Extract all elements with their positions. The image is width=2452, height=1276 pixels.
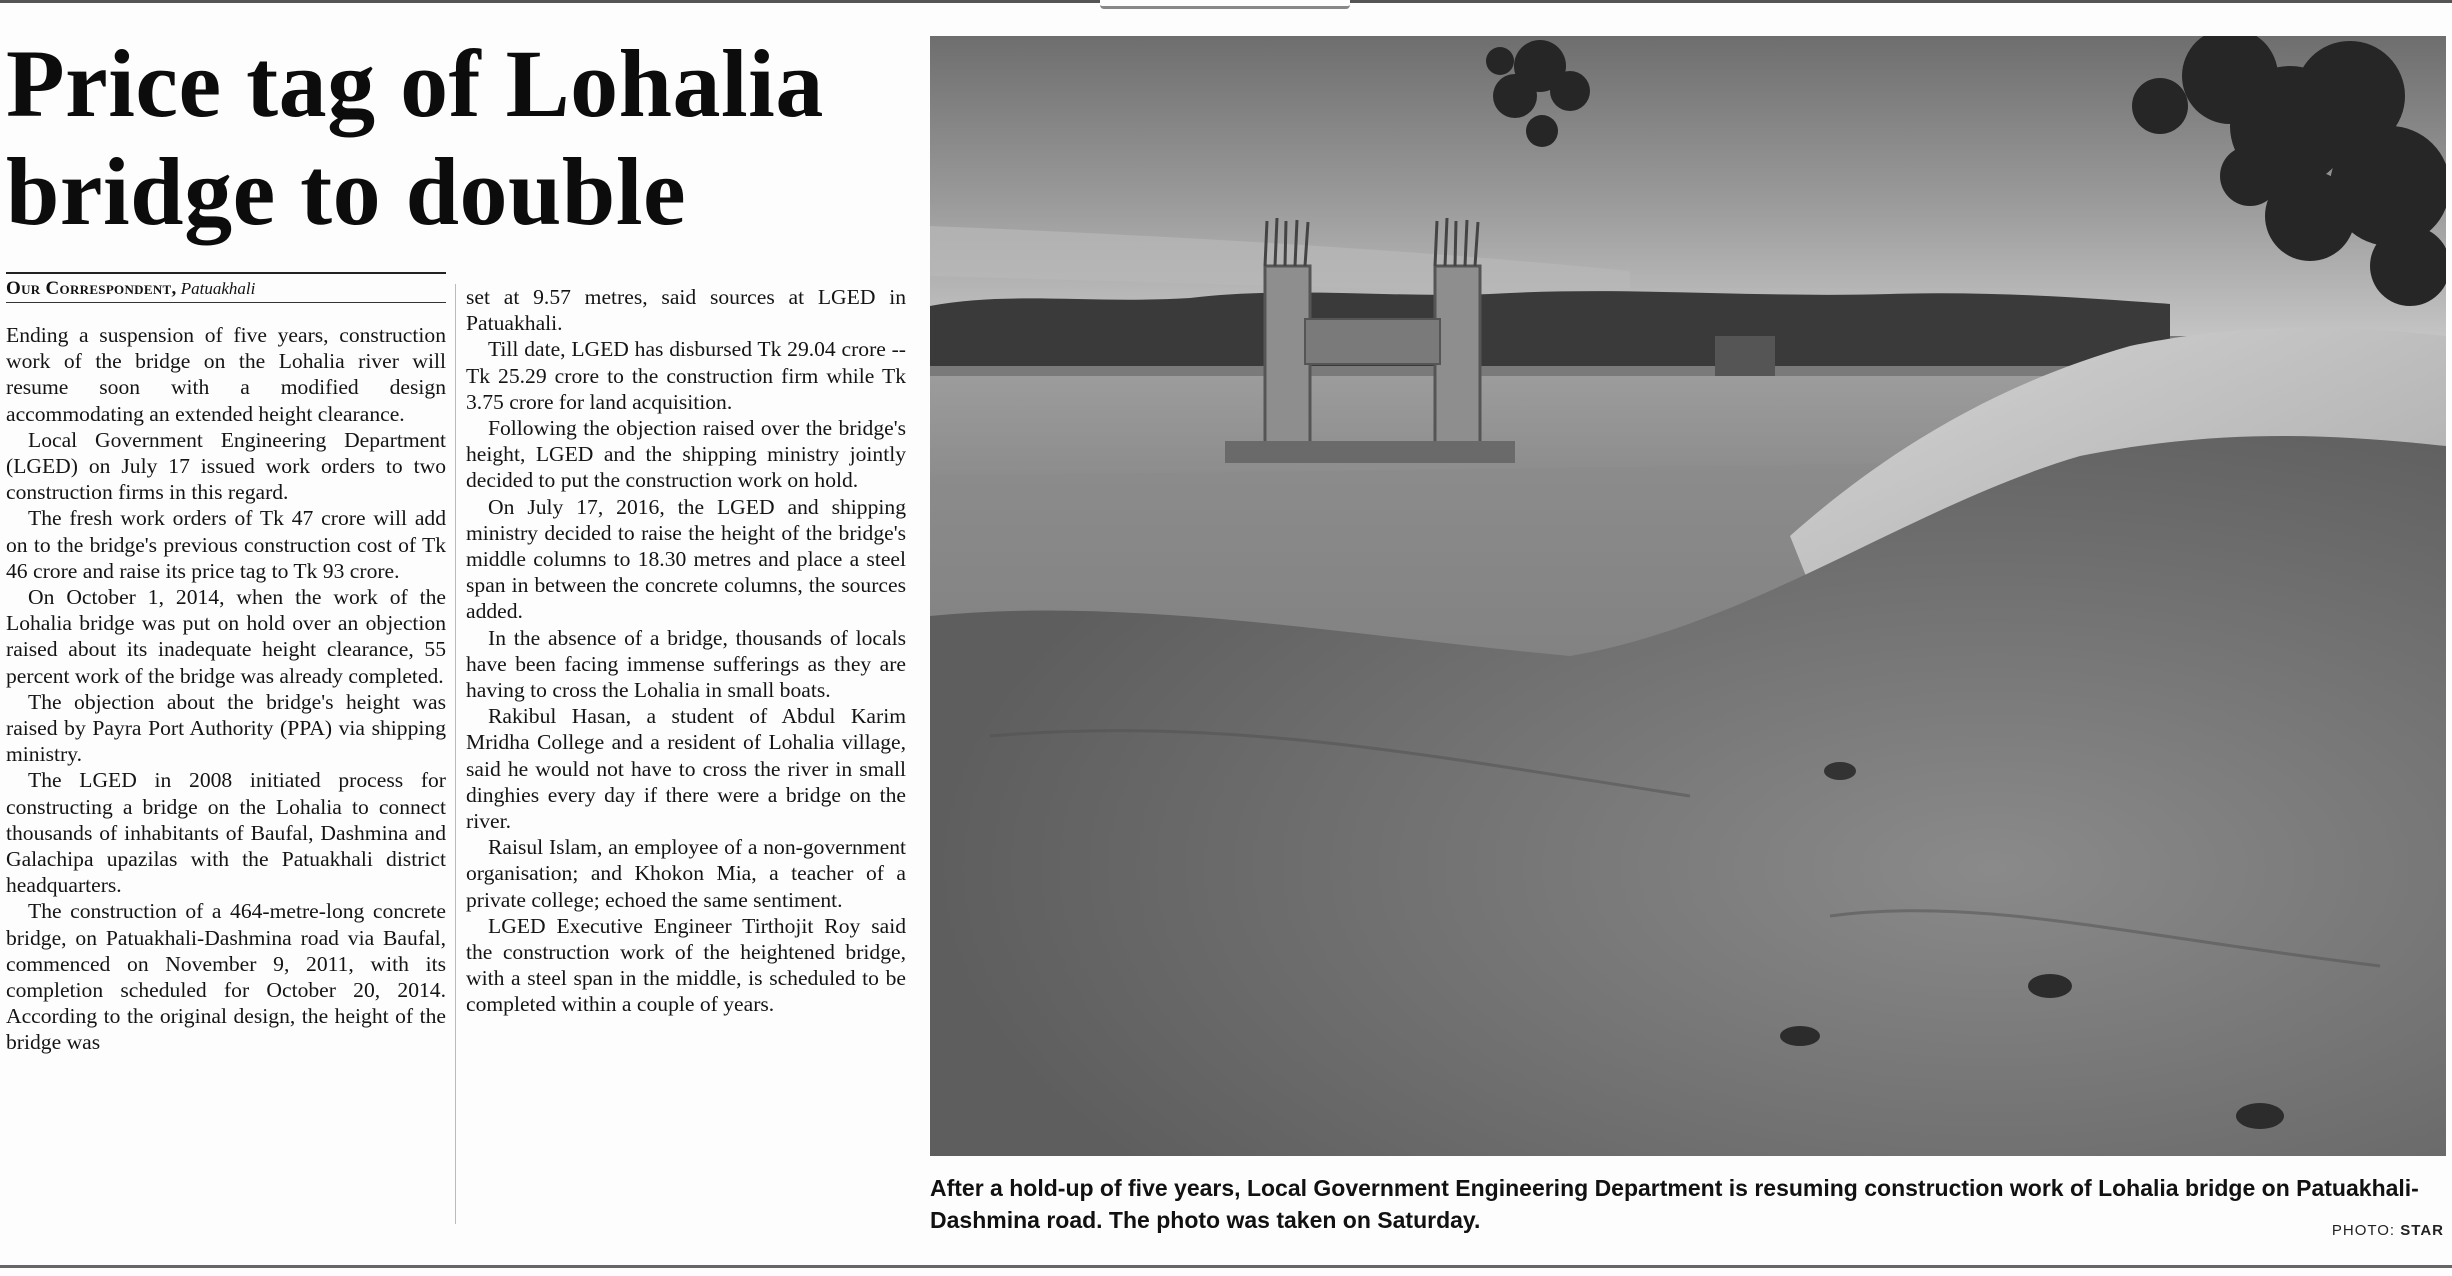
bottom-rule — [0, 1265, 2452, 1268]
headline: Price tag of Lohalia bridge to double — [6, 30, 824, 245]
paragraph: The fresh work orders of Tk 47 crore will add on to the bridge's previous construction cost of Tk 46 crore and raise its price tag to Tk 93 crore. — [6, 506, 446, 583]
section-tab-stub — [1100, 0, 1350, 9]
paragraph: The LGED in 2008 initiated process for constructing a bridge on the Lohalia to connect thousands of inhabitants of Baufal, Dashmina and Galachipa upazilas with the Patuakhali district headquarters. — [6, 768, 446, 898]
paragraph: Ending a suspension of five years, construction work of the bridge on the Lohalia river will resume soon with a modified design accommodating an extended height clearance. — [6, 323, 446, 426]
paragraph: The objection about the bridge's height was raised by Payra Port Authority (PPA) via shipping ministry. — [6, 689, 446, 767]
paragraph: LGED Executive Engineer Tirthojit Roy said the construction work of the heightened bridge, with a steel span in the middle, is scheduled to be completed within a couple of years. — [466, 913, 906, 1017]
article-column-1 — [6, 322, 446, 1056]
byline-location: Patuakhali — [180, 279, 256, 298]
paragraph: Till date, LGED has disbursed Tk 29.04 crore -- Tk 25.29 crore to the construction firm while Tk 3.75 crore for land acquisition. — [466, 337, 906, 414]
paragraph: On October 1, 2014, when the work of the Lohalia bridge was put on hold over an objection raised about its inadequate height clearance, 55 percent work of the bridge was already completed. — [6, 585, 446, 688]
byline — [6, 278, 446, 300]
photo-credit-label: PHOTO: — [2331, 1222, 2396, 1239]
photo-credit-source: STAR — [2400, 1222, 2444, 1239]
paragraph: Raisul Islam, an employee of a non-government organisation; and Khokon Mia, a teacher of a private college; echoed the same sentiment. — [466, 835, 906, 912]
paragraph: set at 9.57 metres, said sources at LGED in Patuakhali. — [466, 285, 906, 336]
column-divider — [455, 284, 456, 1224]
paragraph: Local Government Engineering Department (LGED) on July 17 issued work orders to two construction firms in this regard. — [6, 427, 446, 505]
paragraph: Rakibul Hasan, a student of Abdul Karim Mridha College and a resident of Lohalia village, said he would not have to cross the river in small dinghies every day if there were a bridge on the river. — [466, 704, 906, 834]
article-column-2 — [466, 284, 906, 1018]
photo-credit — [2332, 1222, 2444, 1239]
bridge-pillars-photo-illustration — [930, 36, 2446, 1156]
byline-underline — [6, 302, 446, 303]
paragraph: On July 17, 2016, the LGED and shipping ministry decided to raise the height of the bridge's middle columns to 18.30 metres and place a steel span in between the concrete columns, the sources added. — [466, 494, 906, 624]
byline-rule — [6, 272, 446, 274]
photo-caption: After a hold-up of five years, Local Government Engineering Department is resuming construction work of Lohalia bridge on Patuakhali-Dashmina road. The photo was taken on Saturday. — [930, 1175, 2419, 1233]
byline-role: Our Correspondent, — [6, 278, 177, 299]
paragraph: The construction of a 464-metre-long concrete bridge, on Patuakhali-Dashmina road via Baufal, commenced on November 9, 2011, with its completion scheduled for October 20, 2014. According to the original design, the height of the bridge was — [6, 899, 446, 1055]
paragraph: In the absence of a bridge, thousands of locals have been facing immense sufferings as they are having to cross the Lohalia in small boats. — [466, 625, 906, 703]
news-photo — [930, 36, 2446, 1156]
paragraph: Following the objection raised over the bridge's height, LGED and the shipping ministry jointly decided to put the construction work on hold. — [466, 416, 906, 493]
